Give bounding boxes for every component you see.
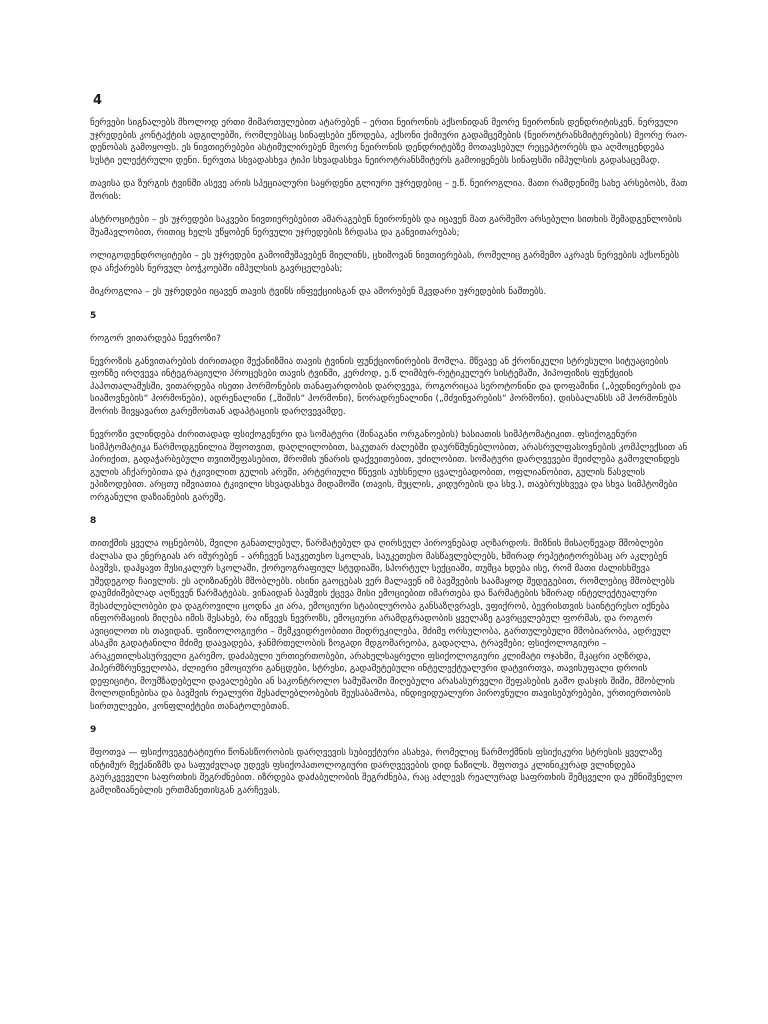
page-number: 4 xyxy=(93,93,103,108)
paragraph-neuroglia: თავისა და ზურგის ტვინში ასევე არის სპეციალური საყრდენი გლიური უჯრედებიც – ე.წ. ნეიროგლია. მათი რამდენიმე სახე არსებობს, მათ შორის: xyxy=(90,179,688,202)
section-heading: როგორ ვითარდება ნევროზი? xyxy=(90,333,221,344)
paragraph-neurosis-symptoms: ნევროზი ვლინდება ძირითადად ფსიქოგენური და სომატური (შინაგანი ორგანოების) ხასიათის სიმპტომატიკით. ფსიქოგენური სიმპტომატიკა წარმოდგენილია შფოთვით, დაღლილობით, საკუთარ ძალებში დაურწმუნებლობით, არასრულფასოვნების კომპლექსით ან პირიქით, გადაჭარბებული თვითშეფასებით, შრომის უნარის დაქვეითებით, უძილობით. სომატური დარღვევები შეიძლება გამოვლინდეს გულის აჩქარებითა და ტკივილით გულის არეში, არტერიული წნევის აუხსნელი ცვალებადობით, ოფლიანობით, გულის წასვლის ეპიზოდებით. არცთუ იშვიათია ტკივილი სხვადასხვა მიდამოში (თავის, მუცლის, კიდურების და სხვ.), თავბრუსხვევა და სხვა სიმპტომები ორგანული დაზიანების გარეშე. xyxy=(90,430,688,503)
section-number: 9 xyxy=(90,725,97,735)
paragraph-neurosis-mechanism: ნევროზის განვითარების ძირითადი მექანიზმია თავის ტვინის ფუნქციონირების მოშლა. მწვავე ან ქრონიკული სტრესული სიტუაციების ფონზე ირღვევა ინტეგრაციული პროცესები თავის ტვინში, კერძოდ, ე.წ ლიმბურ-რეტიკულურ სისტემაში, ჰიპოფიზის ფუნქციის პაპოთალამუსში, ვითარდება ისეთი ჰორმონების თანაფარდობის დარღვევა, როგორიცაა სეროტონინი და დოფამინი („ბედნიერების და სიამოვნების“ ჰორმონები), ადრენალინი („შიშის“ ჰორმონი), ნორადრენალინი („მძვინვარების“ ჰორმონი). დისბალანსს ამ ჰორმონებს შორის მივყავართ გარემოსთან ადაპტაციის დარღვევამდე. xyxy=(90,356,681,417)
paragraph-anxiety: შფოთვა — ფსიქოვეგეტატიური წონასწორობის დარღვევის სუბიექტური ასახვა, რომელიც წარმოქმნის ფსიქიკური სტრესის ყველაზე ინტიმურ მექანიზმს და საფუძვლად უდევს ფსიქოპათოლოგიური დარღვევების დიდ ნაწილს. შფოთვა კლინიკურად ვლინდება გაურკვეველი საფრთხის შეგრძნებით. იზრდება დაძაბულობის შეგრძნება, რაც აძლევს რეალურად საფრთხის შემცველი და უმნიშვნელო გამღიზიანებლის ერთმანეთისგან გარჩევას. xyxy=(90,748,683,796)
paragraph-neurotransmitters: ნერვები სიგნალებს მხოლოდ ერთი მიმართულებით ატარებენ – ერთი ნეირონის აქსონიდან მეორე ნეირონის დენდრიტისკენ. ნერვული უჯრედების კონტაქტის ადგილებში, რომლებსაც სინაფსები ეწოდება, აქსონი ქიმიური გადამცემების (ნეიროტრანსმიტერების) მეორე რაო-დენობას გამოყოფს. ეს ნივთიერებები ასტიმულირებენ მეორე ნეირონის დენდრიტებზე მოთავსებულ რეცეპტორებს და აღმოცენდება სუსტი ელექტრული დენი. ნერვთა სხვადასხვა ტიპი სხვადასხვა ნეიროტრანსმიტერს გამოიყენებს სინაფსში იმპულსის გადასაცემად. xyxy=(90,118,688,166)
paragraph-parenting-causes: თითქმის ყველა ოცნებობს, შვილი განათლებულ, წარმატებულ და ღირსეულ პიროვნებად აღზარდოს. მიზნის მისაღწევად მშობლები ძალასა და ენერგიას არ იშურებენ – არჩევენ საუკეთესო სკოლას, საუკეთესო მასწავლებლებს, ხშირად რეპეტიტორებსაც არ აკლებენ ბავშვს, დაჰყავთ მუსიკალურ სკოლაში, ქორეოგრაფიულ სტუდიაში, სპორტულ სექციაში, თუმცა ხდება ისე, რომ მათი ძალისხმევა უშედეგოდ ჩაივლის. ეს აღიზიანებს მშობლებს. ისინი გაოცებას ვერ მალავენ იმ ბავშვების საამაყოდ შედეგებით, რომლებიც მშობლებს დაუმძიმებლად აღწევენ წარმატებას. ვინაიდან ბავშვის ქცევა მისი ემოციებით იმართება და წარმატების ხშირად ინტელექტუალური შესაძლებლობები და დაგროვილი ცოდნა კი არა, ემოციური სტაბილურობა განსაზღვრავს, ვფიქრობ, ბევრისთვის საინტერესო იქნება ინფორმაციის მიღება იმის შესახებ, რა იწვევს ნევროზს, ემოციური არამდგრადობის ყველაზე გავრცელებულ ფორმას, და როგორ ავიცილოთ ის თავიდან. ფიზიოლოგიური – მემკვიდრეობითი მიდრეკილება, მძიმე ორსულობა, გართულებული მშობიარობა, ადრეულ ასაკში გადატანილი მძიმე დაავადება, ჯანმრთელობის ზოგადი მდგომარეობა, გადაღლა, ტრავმები; ფსიქოლოგიური – არაკეთილსასურველი გარემო, დაძაბული ურთიერთობები, არახელსაყრელი ფსიქოლოგიური კლიმატი ოჯახში, მკაცრი აღზრდა, ჰიპერმზრუნველობა, ძლიერი ემოციური განცდები, სტრესი, გადამეტებული ინტელექტუალური დატვირთვა, თავისუფალი დროის დეფიციტი, მოუმზადებელი დავალებები ან საკონტროლო სამუშაოში მიღებული არასასურველი შეფასების გამო დასჯის შიში, მშობლის მოლოდინებისა და ბავშვის რეალური შესაძლებლობების შეუსაბამობა, ინდივიდუალური პიროვნული თავისებურებები, ურთიერთობის სირთულეები, კონფლიქტები თანატოლებთან. xyxy=(90,539,675,712)
section-number: 5 xyxy=(90,310,97,321)
document-page xyxy=(90,93,688,808)
paragraph-oligodendrocytes: ოლიგოდენდროციტები – ეს უჯრედები გამოიმუშავებენ მიელინს, ცხიმოვან ნივთიერებას, რომელიც გარშემო აკრავს ნერვების აქსონებს და აჩქარებს ნერვულ ბოჭკოებში იმპულსის გავრცელებას; xyxy=(90,251,680,274)
paragraph-astrocytes: ასტროციტები – ეს უჯრედები საკვები ნივთიერებებით ამარაგებენ ნეირონებს და იცავენ მათ გარშემო არსებული სითხის შემადგენლობის შუამავლობით, რითიც ხელს უწყობენ ნერვული უჯრედების ზრდასა და განვითარებას; xyxy=(90,215,682,238)
paragraph-microglia: მიკროგლია – ეს უჯრედები იცავენ თავის ტვინს ინფექციისგან და აშორებენ მკვდარი უჯრედების ნაშთებს. xyxy=(90,287,547,297)
section-number: 8 xyxy=(90,516,97,526)
